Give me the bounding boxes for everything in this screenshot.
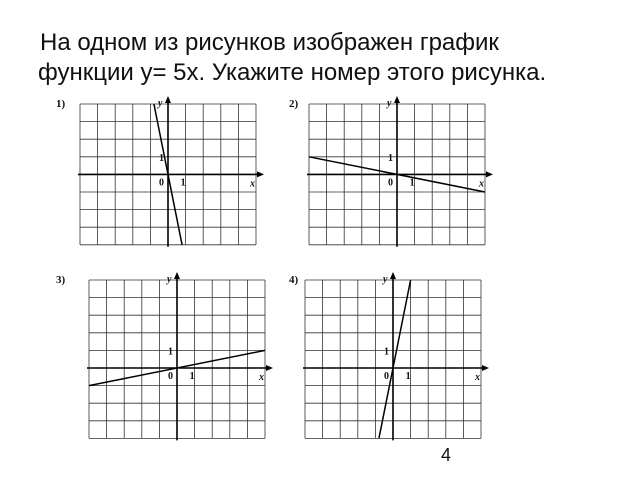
origin-label: 0 xyxy=(384,371,389,382)
x-unit-label: 1 xyxy=(405,371,411,382)
y-axis-label: y xyxy=(387,98,392,109)
x-unit-label: 1 xyxy=(180,177,186,189)
title-line-2: функции y= 5x. Укажите номер этого рисунка. xyxy=(38,59,547,86)
y-axis-arrow xyxy=(174,272,180,279)
x-axis-arrow xyxy=(486,171,493,177)
coordinate-plane xyxy=(285,96,509,256)
coordinate-plane xyxy=(52,272,276,442)
y-axis-arrow xyxy=(165,96,171,103)
x-unit-label: 1 xyxy=(189,371,195,382)
page-mark: 4 xyxy=(441,445,452,465)
origin-label: 0 xyxy=(168,371,173,382)
panel-number: 2) xyxy=(289,98,299,110)
x-axis-label: x xyxy=(479,178,484,190)
graph-panel-2 xyxy=(285,96,509,256)
y-unit-label: 1 xyxy=(388,152,393,164)
coordinate-plane xyxy=(52,96,276,256)
title-line-1: На одном из рисунков изображен график xyxy=(40,29,499,56)
y-unit-label: 1 xyxy=(168,346,173,358)
y-unit-label: 1 xyxy=(384,346,389,358)
x-axis-arrow xyxy=(266,365,273,371)
x-axis-label: x xyxy=(475,372,480,383)
y-axis-label: y xyxy=(158,98,163,109)
graph-panel-1 xyxy=(52,96,276,256)
panel-number: 3) xyxy=(56,274,66,286)
x-axis-arrow xyxy=(482,365,489,371)
graph-panel-4 xyxy=(285,272,509,442)
origin-label: 0 xyxy=(159,177,164,189)
x-axis-label: x xyxy=(259,372,264,383)
task-title xyxy=(0,28,640,88)
y-axis-arrow xyxy=(394,96,400,103)
x-axis-label: x xyxy=(250,178,255,190)
y-axis-label: y xyxy=(167,274,172,285)
x-unit-label: 1 xyxy=(409,177,415,189)
x-axis-arrow xyxy=(257,171,264,177)
coordinate-plane xyxy=(285,272,509,442)
y-axis-arrow xyxy=(390,272,396,279)
function-graph-line xyxy=(379,280,411,438)
panel-number: 4) xyxy=(289,274,299,286)
origin-label: 0 xyxy=(388,177,393,189)
y-unit-label: 1 xyxy=(159,152,164,164)
panel-number: 1) xyxy=(56,98,66,110)
graph-panel-3 xyxy=(52,272,276,442)
y-axis-label: y xyxy=(383,274,388,285)
